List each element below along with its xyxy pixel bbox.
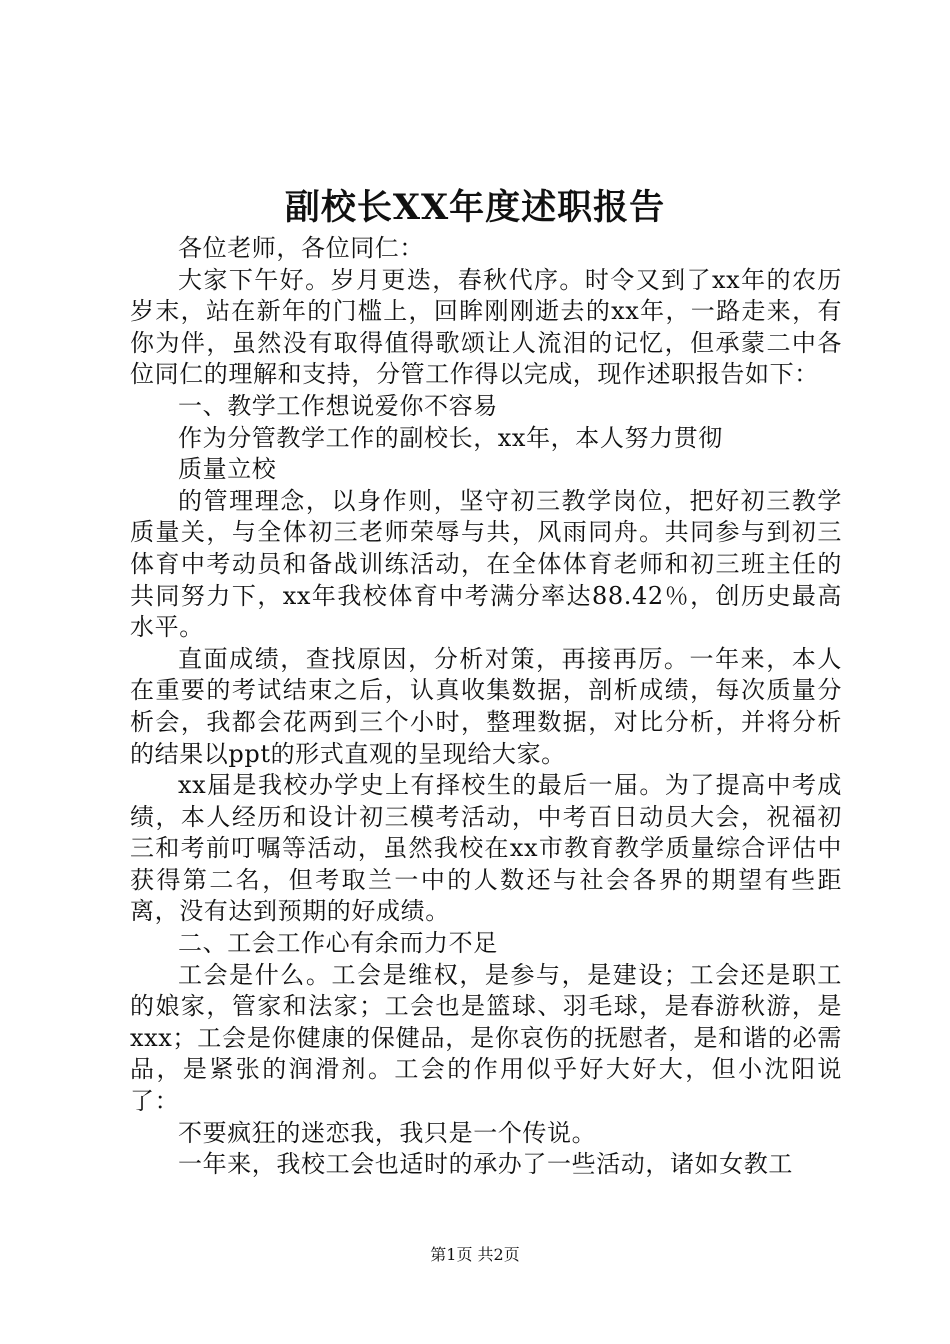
body-paragraph: 的管理理念，以身作则，坚守初三教学岗位，把好初三教学质量关，与全体初三老师荣辱与共，风雨同舟。共同参与到初三体育中考动员和备战训练活动，在全体体育老师和初三班主任的共同努力下，xx年我校体育中考满分率达88.42％，创历史最高水平。 <box>130 486 842 642</box>
body-paragraph: 直面成绩，查找原因，分析对策，再接再厉。一年来，本人在重要的考试结束之后，认真收集数据，剖析成绩，每次质量分析会，我都会花两到三个小时，整理数据，对比分析，并将分析的结果以ppt的形式直观的呈现给大家。 <box>130 644 842 768</box>
body-paragraph: 质量立校 <box>178 455 277 484</box>
body-paragraph: xx届是我校办学史上有择校生的最后一届。为了提高中考成绩，本人经历和设计初三模考活动，中考百日动员大会，祝福初三和考前叮嘱等活动，虽然我校在xx市教育教学质量综合评估中获得第二名，但考取兰一中的人数还与社会各界的期望有些距离，没有达到预期的好成绩。 <box>130 771 842 926</box>
body-paragraph: 作为分管教学工作的副校长，xx年，本人努力贯彻 <box>178 423 723 452</box>
page-footer: 第1页 共2页 <box>430 1245 520 1264</box>
salutation-paragraph: 各位老师，各位同仁： <box>178 234 424 262</box>
intro-paragraph: 大家下午好。岁月更迭，春秋代序。时令又到了xx年的农历岁末，站在新年的门槛上，回眸刚刚逝去的xx年，一路走来，有你为伴，虽然没有取得值得歌颂让人流泪的记忆，但承蒙二中各位同仁的理解和支持，分管工作得以完成，现作述职报告如下： <box>130 265 842 389</box>
body-paragraph: 一年来，我校工会也适时的承办了一些活动，诸如女教工 <box>178 1150 793 1179</box>
section-heading-teaching: 一、教学工作想说爱你不容易 <box>178 391 498 420</box>
body-paragraph: 不要疯狂的迷恋我，我只是一个传说。 <box>178 1118 597 1147</box>
section-heading-union: 二、工会工作心有余而力不足 <box>178 929 498 958</box>
body-paragraph: 工会是什么。工会是维权，是参与，是建设；工会还是职工的娘家，管家和法家；工会也是篮球、羽毛球，是春游秋游，是xxx；工会是你健康的保健品，是你哀伤的抚慰者，是和谐的必需品，是紧张的润滑剂。工会的作用似乎好大好大，但小沈阳说了： <box>130 960 842 1116</box>
document-title: 副校长XX年度述职报告 <box>284 187 666 228</box>
document-body <box>130 233 842 1181</box>
